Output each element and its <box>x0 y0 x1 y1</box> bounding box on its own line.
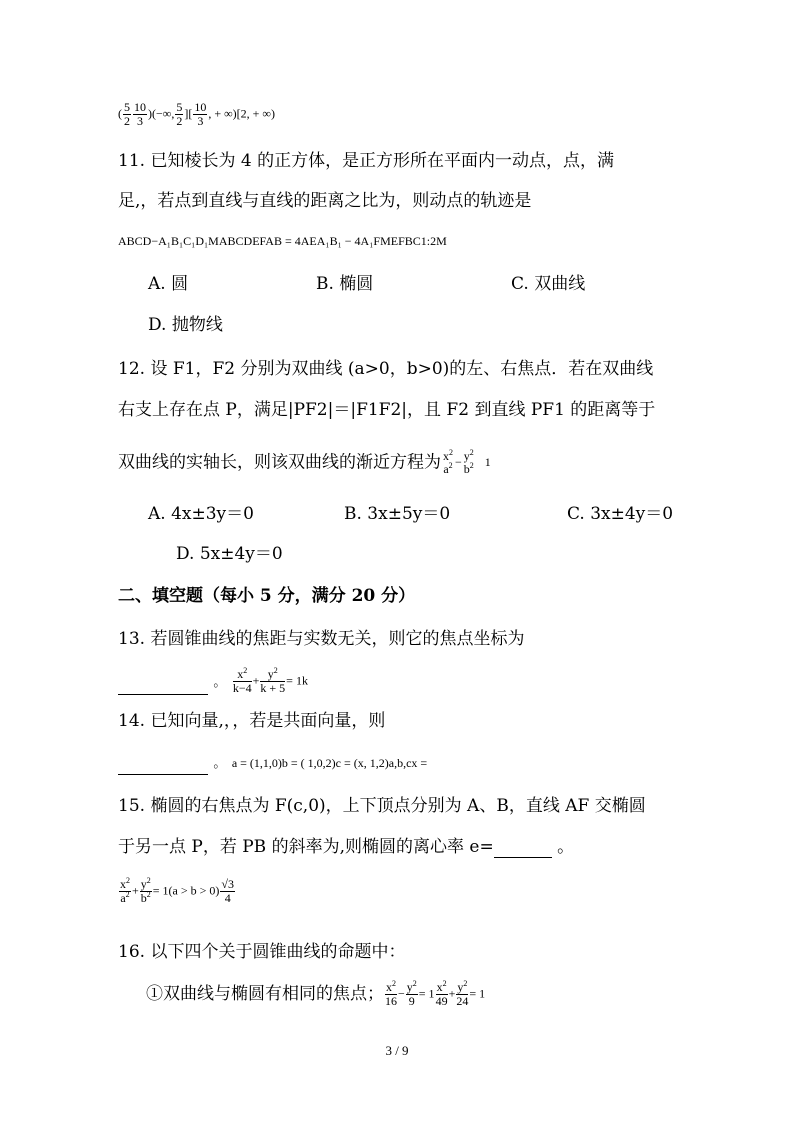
q11-option-d[interactable]: D. 抛物线 <box>148 315 223 335</box>
q11-option-b[interactable]: B. 椭圆 <box>316 274 374 294</box>
q12-line1: 12. 设 F1，F2 分别为双曲线 (a>0，b>0)的左、右焦点．若在双曲线 <box>118 359 654 379</box>
q12-option-a[interactable]: A. 4x±3y＝0 <box>148 504 254 524</box>
q12-option-d[interactable]: D. 5x±4y＝0 <box>176 544 283 564</box>
q11-formula: ABCD−A₁B₁C₁D₁MABCDEFAB = 4AEA₁B₁ − 4A₁FMEFBC1:2M <box>118 234 447 248</box>
q15-answer-blank[interactable] <box>494 841 552 858</box>
q11-option-a[interactable]: A. 圆 <box>148 274 189 294</box>
q13-formula: $\frac{x^2}{k-4}$ + $\frac{y^2}{k + 5}$ = 1k <box>232 666 308 695</box>
q11-option-c[interactable]: C. 双曲线 <box>511 274 586 294</box>
fraction: $\frac{10}{3}$ <box>194 100 207 128</box>
top-formula: ( $\frac{5}{2}$ $\frac{10}{3}$ )(−∞, $\frac{5}{2}$ ][ $\frac{10}{3}$ , + ∞)[2, + ∞) <box>118 100 275 128</box>
q12-line2: 右支上存在点 P，满足|PF2|＝|F1F2|，且 F2 到直线 PF1 的距离等于 <box>118 400 656 420</box>
q11-line1: 11. 已知棱长为 4 的正方体，是正方形所在平面内一动点，点，满 <box>118 151 615 171</box>
q16-line1: 16. 以下四个关于圆锥曲线的命题中： <box>118 942 406 962</box>
fraction: $\frac{5}{2}$ <box>176 100 183 128</box>
fraction: $\frac{5}{2}$ <box>124 100 130 128</box>
q12-line3: 双曲线的实轴长，则该双曲线的渐近方程为 $x^2$ $a^2$ − $y^2$ $b^2$ 1 <box>118 448 491 476</box>
q13-answer-blank[interactable] <box>118 678 208 695</box>
q12-option-c[interactable]: C. 3x±4y＝0 <box>567 504 674 524</box>
q16-item1: ①双曲线与椭圆有相同的焦点； $\frac{x^2}{16}$ − $\frac{y^2}{9}$ = 1 $\frac{x^2}{49}$ + $\frac{y^2}{24}$ = 1 <box>146 979 486 1008</box>
q15-line2: 于另一点 P，若 PB 的斜率为,则椭圆的离心率 e= 。 <box>118 837 575 857</box>
fraction: $\frac{10}{3}$ <box>134 100 146 128</box>
q13-line1: 13. 若圆锥曲线的焦距与实数无关，则它的焦点坐标为 <box>118 629 525 649</box>
q13-line2: 。 $\frac{x^2}{k-4}$ + $\frac{y^2}{k + 5}$ = 1k <box>118 668 308 695</box>
q15-formula: $\frac{x^2}{a^2}$ + $\frac{y^2}{b^2}$ = 1(a > b > 0) $\frac{√3}{4}$ <box>120 876 234 905</box>
section-title: 二、填空题（每小 5 分，满分 20 分） <box>118 586 416 606</box>
q16-formula: $\frac{x^2}{16}$ − $\frac{y^2}{9}$ = 1 $\frac{x^2}{49}$ + $\frac{y^2}{24}$ = 1 <box>385 979 486 1008</box>
q12-formula: $x^2$ $a^2$ − $y^2$ $b^2$ 1 <box>443 448 491 476</box>
page-number: 3 / 9 <box>385 1043 409 1058</box>
q14-line2: 。 a = (1,1,0)b = ( 1,0,2)c = (x, 1,2)a,b,cx = <box>118 751 427 775</box>
q14-formula: a = (1,1,0)b = ( 1,0,2)c = (x, 1,2)a,b,cx = <box>231 756 428 770</box>
q15-line1: 15. 椭圆的右焦点为 F(c,0)，上下顶点分别为 A、B，直线 AF 交椭圆 <box>118 796 646 816</box>
q14-answer-blank[interactable] <box>118 758 208 775</box>
q14-line1: 14. 已知向量,，，若是共面向量，则 <box>118 711 386 731</box>
q12-option-b[interactable]: B. 3x±5y＝0 <box>344 504 451 524</box>
q11-line2: 足,，若点到直线与直线的距离之比为，则动点的轨迹是 <box>118 191 532 211</box>
